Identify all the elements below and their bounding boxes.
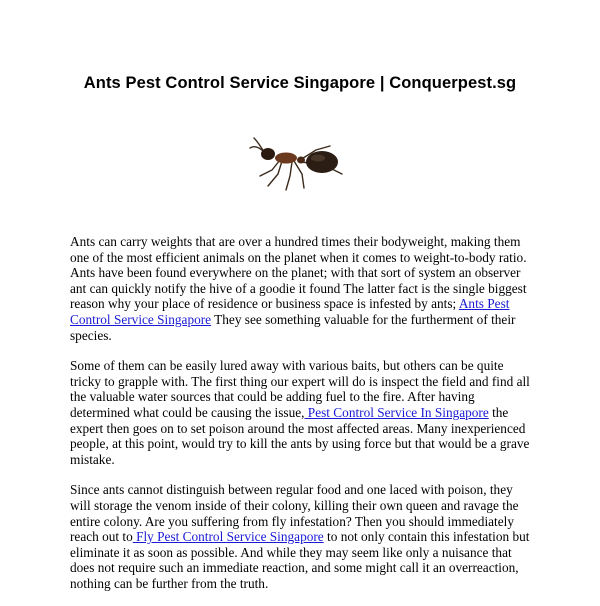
fly-pest-control-link[interactable]: Fly Pest Control Service Singapore: [132, 529, 324, 545]
paragraph: [70, 234, 530, 343]
paragraph-text: Ants can carry weights that are over a hundred times their bodyweight, making them one of the most efficient animals on the planet when it comes to weight-to-body ratio. Ants have been found everywhere on the planet; with that sort of system an observer ant can quickly notify the hive of a goodie it found The latter fact is the single biggest reason why your place of residence or business space is infested by ants;: [70, 234, 527, 312]
paragraph: [70, 358, 530, 467]
paragraph-text: They see something valuable for the furtherment of their species.: [70, 311, 516, 343]
ants-pest-control-link[interactable]: Ants Pest Control Service Singapore: [70, 296, 510, 327]
paragraph-text: Some of them can be easily lured away with various baits, but others can be quite tricky to grapple with. The first thing our expert will do is inspect the field and find all the valuable water sources that could be adding fuel to the fire. After having determined what could be causing the issue,: [70, 358, 530, 420]
pest-control-service-link[interactable]: Pest Control Service In Singapore: [304, 404, 489, 420]
ant-icon: [246, 130, 358, 202]
page-title: Ants Pest Control Service Singapore | Conquerpest.sg: [83, 74, 517, 92]
paragraph: [70, 482, 530, 591]
paragraph-text: to not only contain this infestation but eliminate it as soon as possible. And while they may seem like only a nuisance that does not require such an immediate reaction, and some might call it an overreaction, nothing can be further from the truth.: [70, 529, 530, 591]
paragraph-text: the expert then goes on to set poison around the most affected areas. Many inexperienced people, at this point, would try to kill the ants by using force but that would be a grave mistake.: [70, 404, 530, 467]
paragraph-text: Since ants cannot distinguish between regular food and one laced with poison, they will storage the venom inside of their colony, killing their own queen and ravage the entire colony. Are you suffering from fly infestation? Then you should immediately reach out to: [70, 482, 519, 545]
article-body: [70, 234, 530, 606]
